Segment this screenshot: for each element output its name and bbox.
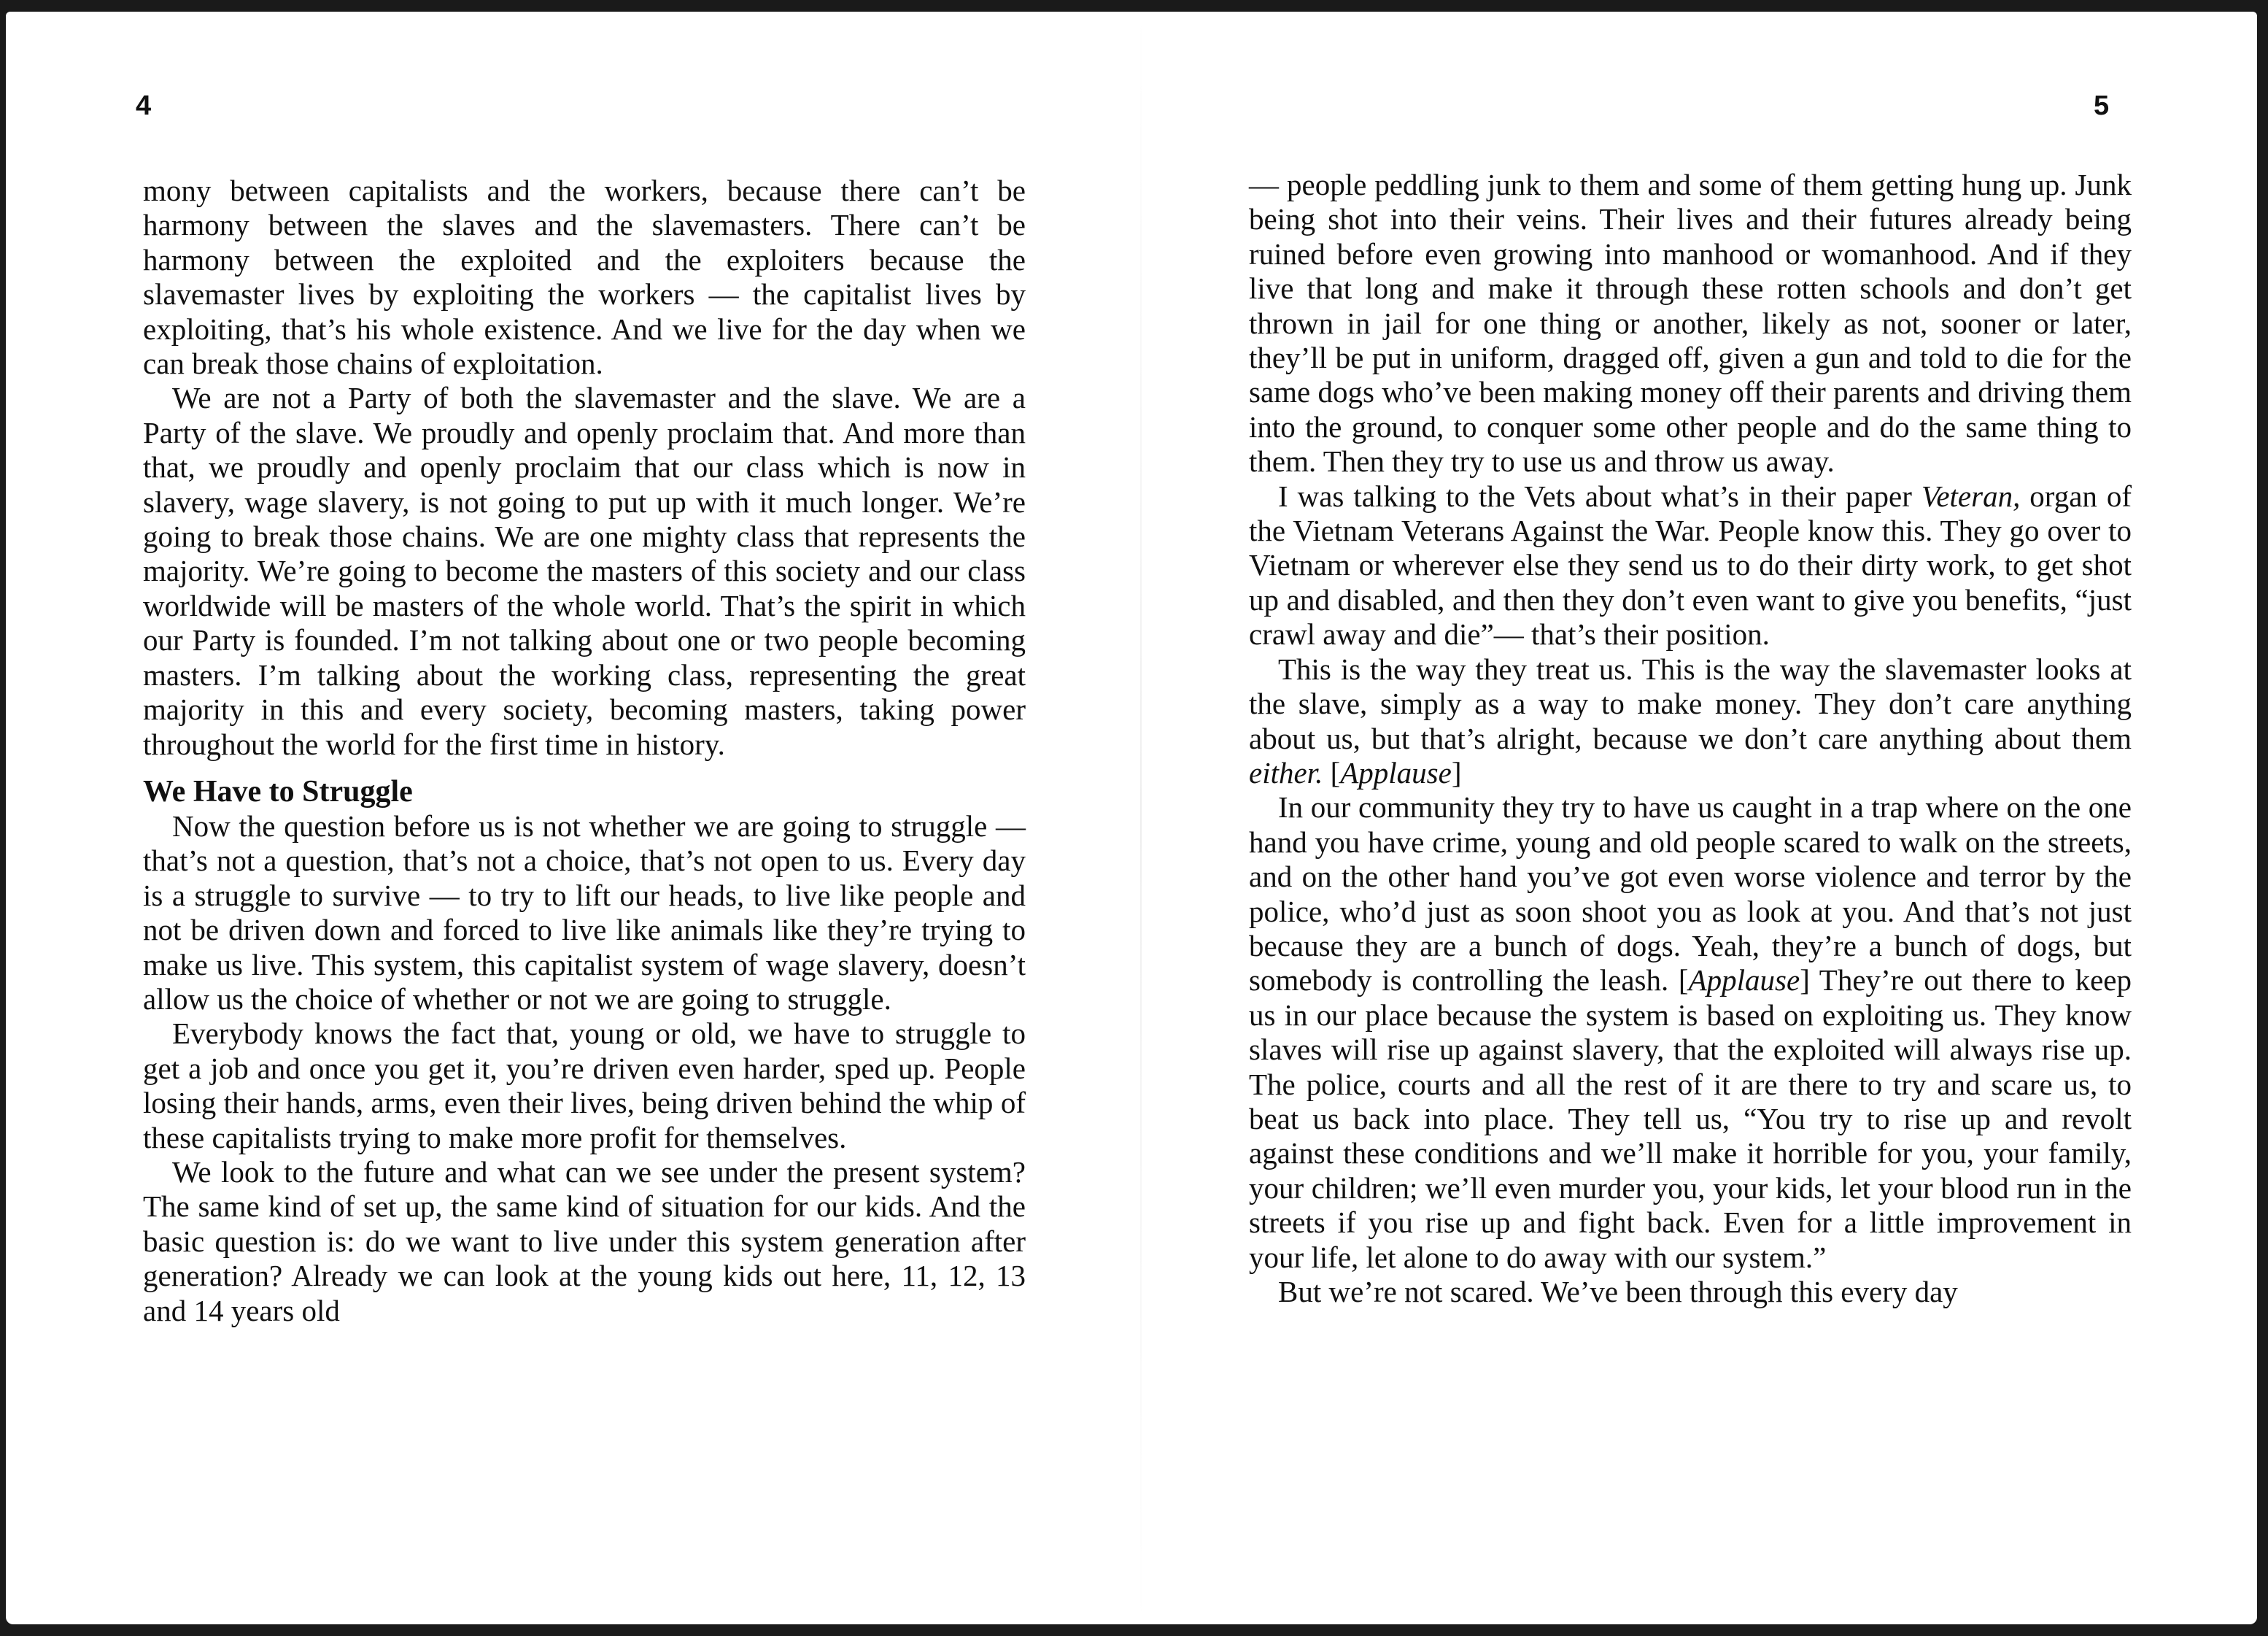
- text-fragment: In our community they try to have us caught in a trap where on the one hand you have crime, young and old people scared to walk on the streets, and on the other hand you’ve got even worse violence and terror by the police, who’d just as soon shoot you as look at you. And that’s not just because they are a bunch of dogs. Yeah, they’re a bunch of dogs, but somebody is controlling the leash. [: [1249, 790, 2132, 998]
- applause-note: Applause: [1688, 963, 1800, 998]
- paragraph: mony between capitalists and the workers, because there can’t be harmony between the slaves and the slavemasters. There can’t be harmony between the exploited and the exploiters because the slavemaster lives by exploiting the workers — the capitalist lives by exploiting, that’s his whole existence. And we live for the day when we can break those chains of exploitation.: [143, 174, 1026, 381]
- book-spread: [6, 12, 2257, 1624]
- left-page-text: [143, 174, 1026, 1328]
- text-fragment: ]: [1451, 755, 1462, 790]
- italic-word: either.: [1249, 755, 1323, 790]
- left-page: [6, 12, 1129, 1624]
- applause-note: Applause: [1340, 755, 1452, 790]
- paragraph: We look to the future and what can we see under the present system? The same kind of set up, the same kind of situation for our kids. And the basic question is: do we want to live under this system generation after generation? Already we can look at the young kids out here, 11, 12, 13 and 14 years old: [143, 1154, 1026, 1327]
- paragraph: But we’re not scared. We’ve been through this every day: [1278, 1275, 1958, 1308]
- paragraph: — people peddling junk to them and some of them getting hung up. Junk being shot into their veins. Their lives and their futures already being ruined before even growing into manhood or womanhood. And if they live that long and make it through these rotten schools and don’t get thrown in jail for one thing or another, likely as not, sooner or later, they’ll be put in uniform, dragged off, given a gun and told to die for the same dogs who’ve been making money off their parents and driving them into the ground, to conquer some other people and do the same thing to them. Then they try to use us and throw us away.: [1249, 168, 2132, 479]
- paragraph: [1249, 652, 2132, 791]
- page-number-left: 4: [136, 90, 152, 121]
- paragraph: [1249, 790, 2132, 1275]
- paragraph: Now the question before us is not whether we are going to struggle — that’s not a question, that’s not a choice, that’s not open to us. Every day is a struggle to survive — to try to lift our heads, to live like people and not be driven down and forced to live like animals like they’re trying to make us live. This system, this capitalist system of wage slavery, doesn’t allow us the choice of whether or not we are going to struggle.: [143, 809, 1026, 1016]
- text-fragment: [: [1323, 755, 1341, 790]
- paragraph: Everybody knows the fact that, young or old, we have to struggle to get a job and once you get it, you’re driven even harder, sped up. People losing their hands, arms, even their lives, being driven behind the whip of these capitalists trying to make more profit for themselves.: [143, 1016, 1026, 1154]
- page-number-right: 5: [2094, 90, 2110, 121]
- section-heading: We Have to Struggle: [143, 774, 413, 809]
- right-page: [1142, 12, 2265, 1624]
- text-fragment: organ of the Vietnam Veterans Against the War. People know this. They go over to Vietnam or wherever else they send us to do their dirty work, to get shot up and disabled, and then they don’t even want to give you benefits, “just crawl away and die”— that’s their position.: [1249, 479, 2132, 652]
- text-fragment: ] They’re out there to keep us in our place because the system is based on exploiting us. They know slaves will rise up against slavery, that the exploited will always rise up. The police, courts and all the rest of it are there to try and scare us, to beat us back into place. They tell us, “You try to rise up and revolt against these conditions and we’ll make it horrible for you, your family, your children; we’ll even murder you, your kids, let your blood run in the streets if you rise up and fight back. Even for a little improvement in your life, let alone to do away with our system.”: [1249, 963, 2132, 1274]
- paragraph: We are not a Party of both the slavemaster and the slave. We are a Party of the slave. We proudly and openly proclaim that. And more than that, we proudly and openly proclaim that our class which is now in slavery, wage slavery, is not going to put up with it much longer. We’re going to break those chains. We are one mighty class that represents the majority. We’re going to become the masters of this society and our class worldwide will be masters of the whole world. That’s the spirit in which our Party is founded. I’m not talking about one or two people becoming masters. I’m talking about the working class, representing the great majority in this and every society, becoming masters, taking power throughout the world for the first time in history.: [143, 381, 1026, 761]
- paragraph: [1249, 479, 2132, 652]
- text-fragment: I was talking to the Vets about what’s in their paper: [1278, 479, 1921, 513]
- right-page-text: [1249, 168, 2132, 1309]
- text-fragment: This is the way they treat us. This is the way the slavemaster looks at the slave, simply as a way to make money. They don’t care anything about us, but that’s alright, because we don’t care anything about them: [1249, 652, 2132, 755]
- italic-title: Veteran,: [1921, 479, 2021, 513]
